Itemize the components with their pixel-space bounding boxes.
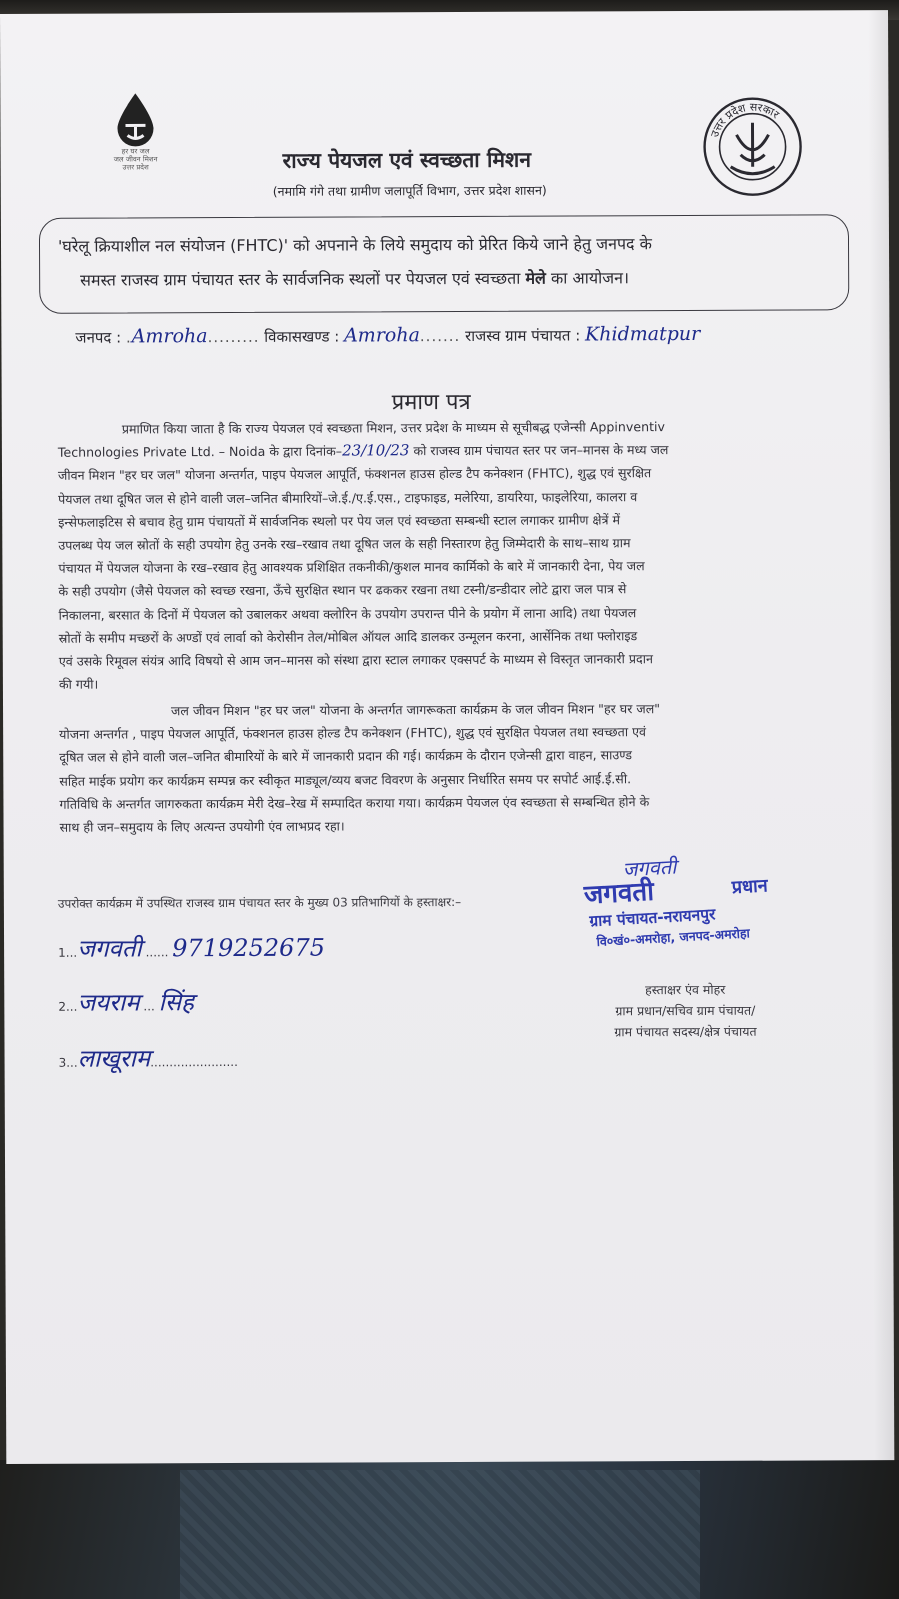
paragraph-line xyxy=(58,437,856,464)
paragraph-text: को राजस्व ग्राम पंचायत स्तर पर जन–मानस के मध्य जल xyxy=(409,442,669,459)
stamp-signature: जगवती xyxy=(621,854,677,882)
location-fields xyxy=(75,323,700,348)
panchayat-value: Khidmatpur xyxy=(584,322,701,346)
participant-name: जयराम xyxy=(77,988,140,1017)
har-ghar-jal-logo xyxy=(100,91,170,183)
dots: . xyxy=(125,328,132,347)
logo-caption-3: उत्तर प्रदेश xyxy=(122,163,149,172)
fabric-texture xyxy=(180,1470,700,1599)
paragraph-line: गतिविधि के अन्तर्गत जागरुकता कार्यक्रम मेरी देख–रेख में सम्पादित कराया गया। कार्यक्रम पेयजल एंव स्वच्छता से सम्बन्धित होने के xyxy=(59,793,650,812)
paragraph-line: एवं उसके रिमूवल संयंत्र आदि विषयो से आम जन–मानस को संस्था द्वारा स्टाल लगाकर एक्सपर्ट के माध्यम से विस्तृत जानकारी प्रदान xyxy=(58,651,653,669)
paragraph-line: जीवन मिशन "हर घर जल" योजना अन्तर्गत, पाइप पेयजल आपूर्ति, फंक्शनल हाउस होल्ड टैप कनेक्शन (FHTC), शुद्ध एवं सुरक्षित xyxy=(57,465,652,484)
participant-signature-3 xyxy=(58,1041,237,1075)
organization-title: राज्य पेयजल एवं स्वच्छता मिशन xyxy=(282,146,532,173)
paper-shadow xyxy=(868,10,894,1460)
paragraph-line: पंचायत में पेयजल योजना के रख–रखाव हेतु आवश्यक प्रशिक्षित तकनीकी/कुशल मानव कार्मिको के बारे में जानकारी देना, पेय जल xyxy=(58,558,645,576)
organization-subtitle: (नमामि गंगे तथा ग्रामीण जलापूर्ति विभाग, उत्तर प्रदेश शासन) xyxy=(272,182,547,199)
paragraph-line: उपलब्ध पेय जल स्रोतों के सही उपयोग हेतु उनके रख–रखाव तथा दूषित जल के सही निस्तारण हेतु जिम्मेदारी के साथ–साथ ग्राम xyxy=(58,535,631,553)
authority-block xyxy=(570,979,800,1043)
pradhan-stamp xyxy=(582,844,822,950)
banner-line-2-post: का आयोजन। xyxy=(545,268,630,288)
participant-number: 2 xyxy=(58,999,67,1014)
banner-line-2 xyxy=(80,266,629,290)
event-banner xyxy=(39,214,849,314)
paragraph-line: पेयजल तथा दूषित जल से होने वाली जल–जनित बीमारियों–जे.ई./ए.ई.एस., टाइफाइड, मलेरिया, डायरिया, फाइलेरिया, कालरा व xyxy=(58,488,638,507)
dots: ...... xyxy=(141,945,173,960)
paragraph-line: स्रोतों के समीप मच्छरों के अण्डों एवं लार्वा को केरोसीन तेल/मोबिल ऑयल आदि डालकर उन्मूलन करना, आर्सेनिक तथा फ्लोराइड xyxy=(58,628,638,646)
banner-bold-word: मेले xyxy=(525,268,546,288)
certificate-paragraph-1 xyxy=(58,414,857,696)
stamp-name: जगवती xyxy=(583,876,655,911)
authority-line-2: ग्राम प्रधान/सचिव ग्राम पंचायत/ xyxy=(615,1002,756,1019)
dots: ....... xyxy=(419,326,461,346)
paragraph-line: इन्सेफलाइटिस से बचाव हेतु ग्राम पंचायतों में सार्वजनिक स्थलो पर पेय जल एवं स्वच्छता सम्बन्धी स्टाल लगाकर ग्रामीण क्षेत्रें में xyxy=(58,512,621,530)
stamp-panchayat: ग्राम पंचायत-नरायनपुर xyxy=(588,905,716,931)
participant-name: जगवती xyxy=(77,934,142,963)
logo-caption-2: जल जीवन मिशन xyxy=(113,155,158,164)
certificate-paper xyxy=(0,10,894,1464)
paragraph-line: जल जीवन मिशन "हर घर जल" योजना के अन्तर्गत जागरूकता कार्यक्रम के जल जीवन मिशन "हर घर जल" xyxy=(171,701,661,719)
block-value: Amroha xyxy=(344,324,420,347)
banner-line-2-pre: समस्त राजस्व ग्राम पंचायत स्तर के सार्वजनिक स्थलों पर पेयजल एवं स्वच्छता xyxy=(80,268,526,290)
district-value: Amroha xyxy=(131,325,208,348)
participant-name: लाखूराम xyxy=(77,1044,151,1073)
stamp-block-district: वि०खं०-अमरोहा, जनपद-अमरोहा xyxy=(596,925,751,950)
dots: ... xyxy=(65,999,78,1014)
stamp-role: प्रधान xyxy=(731,875,769,899)
participant-number: 1 xyxy=(58,945,66,960)
paragraph-line: योजना अन्तर्गत , पाइप पेयजल आपूर्ति, फंक्शनल हाउस होल्ड टैप कनेक्शन (FHTC), शुद्ध एवं सुरक्षित पेयजल तथा स्वच्छता एवं xyxy=(59,724,647,742)
dots: ... xyxy=(139,999,159,1014)
logo-caption-1: हर घर जल xyxy=(121,147,150,156)
paragraph-line: सहित माईक प्रयोग कर कार्यक्रम सम्पन्न कर स्वीकृत माड्यूल/व्यय बजट विवरण के अनुसार निर्धारित समय पर सपोर्ट आई.ई.सी. xyxy=(59,770,632,789)
participant-signature-1 xyxy=(58,931,325,965)
certificate-title: प्रमाण पत्र xyxy=(391,389,471,416)
up-government-seal xyxy=(700,94,804,198)
paragraph-line: प्रमाणित किया जाता है कि राज्य पेयजल एवं स्वच्छता मिशन, उत्तर प्रदेश के माध्यम से सूचीबद्ध एजेन्सी Appinventiv xyxy=(121,419,665,437)
authority-line-1: हस्ताक्षर एंव मोहर xyxy=(645,981,726,998)
paragraph-line: की गयी। xyxy=(58,676,99,692)
participant-surname: सिंह xyxy=(158,988,194,1017)
paragraph-line: साथ ही जन–समुदाय के लिए अत्यन्त उपयोगी एंव लाभप्रद रहा। xyxy=(59,818,345,835)
paragraph-line: निकालना, बरसात के दिनों में पेयजल को उबालकर अथवा क्लोरिन के उपयोग उपरान्त पीने के प्रयोग में लाना आदि) तथा पेयजल xyxy=(58,604,637,623)
seal-text: उत्तर प्रदेश सरकार xyxy=(708,100,782,139)
dots: ......... xyxy=(207,327,260,347)
event-date: 23/10/23 xyxy=(342,441,410,460)
dots: ... xyxy=(66,1055,78,1070)
paragraph-line: दूषित जल से होने वाली जल–जनित बीमारियों के बारे में जानकारी प्रदान की गई। कार्यक्रम के दौरान एजेन्सी द्वारा वाहन, साउण्ड xyxy=(59,747,633,766)
paragraph-text: Technologies Private Ltd. – Noida के द्वारा दिनांक– xyxy=(57,443,343,460)
dots: ....................... xyxy=(150,1054,238,1070)
participants-note: उपरोक्त कार्यक्रम में उपस्थित राजस्व ग्राम पंचायत स्तर के मुख्य 03 प्रतिभागियों के हस्ताक्षर:– xyxy=(57,894,462,911)
banner-line-1: 'घरेलू क्रियाशील नल संयोजन (FHTC)' को अपनाने के लिये समुदाय को प्रेरित किये जाने हेतु जनपद के xyxy=(57,234,652,256)
panchayat-label: राजस्व ग्राम पंचायत : xyxy=(465,326,581,345)
block-label: विकासखण्ड : xyxy=(264,327,340,346)
participant-phone: 9719252675 xyxy=(172,933,326,963)
dots: ... xyxy=(65,945,78,960)
district-label: जनपद : xyxy=(75,328,122,347)
participant-number: 3 xyxy=(58,1055,67,1070)
authority-line-3: ग्राम पंचायत सदस्य/क्षेत्र पंचायत xyxy=(614,1023,757,1040)
certificate-paragraph-2 xyxy=(59,696,858,839)
participant-signature-2 xyxy=(58,985,194,1019)
water-drop-icon xyxy=(113,91,157,147)
paragraph-line: के सही उपयोग (जैसे पेयजल को स्वच्छ रखना, ऊँचे सुरक्षित स्थान पर ढककर रखना तथा टस्नी/डन्डीदार लोटे द्वारा जल पात्र से xyxy=(58,581,627,600)
background-fabric xyxy=(0,1460,899,1599)
